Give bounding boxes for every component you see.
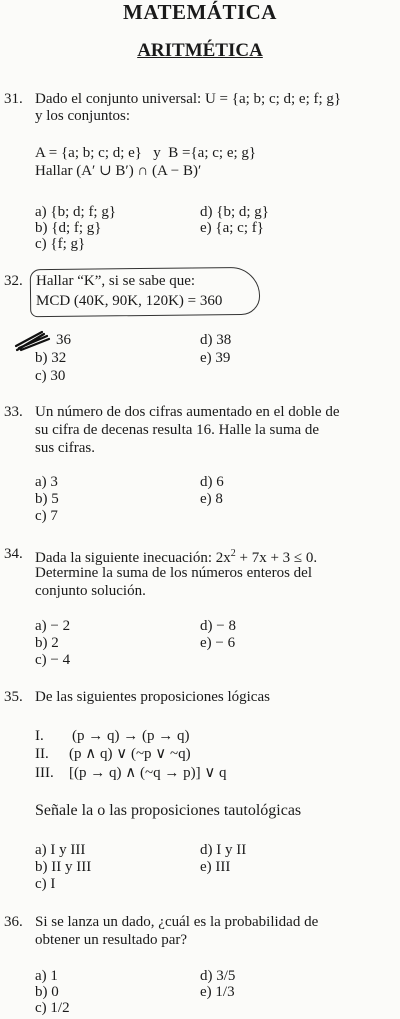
sets-definition: A = {a; b; c; d; e} y B ={a; c; e; g} bbox=[35, 145, 257, 161]
option-b: b) 32 bbox=[35, 350, 67, 366]
proposition-label: III. bbox=[35, 765, 54, 781]
proposition-3: [(p → q) ∧ (~q → p)] ∨ q bbox=[69, 765, 227, 781]
exponent: 2 bbox=[230, 548, 236, 559]
proposition-2: (p ∧ q) ∨ (~p ∨ ~q) bbox=[69, 746, 191, 762]
question-prompt: Hallar (A′ ∪ B′) ∩ (A − B)′ bbox=[35, 163, 202, 179]
option-c: c) I bbox=[35, 876, 56, 892]
section-subtitle: ARITMÉTICA bbox=[137, 40, 263, 61]
question-text: Un número de dos cifras aumentado en el doble de bbox=[35, 404, 340, 420]
option-d: d) I y II bbox=[200, 842, 247, 858]
question-number: 35. bbox=[4, 689, 23, 705]
question-text: obtener un resultado par? bbox=[35, 932, 188, 948]
option-d: d) − 8 bbox=[200, 618, 236, 634]
option-c: c) − 4 bbox=[35, 652, 71, 668]
option-a: a) − 2 bbox=[35, 618, 71, 634]
option-e: e) III bbox=[200, 859, 231, 875]
question-text: De las siguientes proposiciones lógicas bbox=[35, 689, 270, 705]
question-text: conjunto solución. bbox=[35, 583, 146, 599]
option-b: b) 0 bbox=[35, 984, 59, 1000]
option-c: c) 7 bbox=[35, 508, 58, 524]
inequation-prefix: Dada la siguiente inecuación: 2x bbox=[35, 550, 231, 566]
option-d: d) 38 bbox=[200, 332, 232, 348]
option-c: c) {f; g} bbox=[35, 236, 86, 252]
option-e: e) 39 bbox=[200, 350, 231, 366]
question-text: y los conjuntos: bbox=[35, 108, 131, 124]
question-text: Dado el conjunto universal: U = {a; b; c; d; e; f; g} bbox=[35, 91, 342, 107]
proposition-label: II. bbox=[35, 746, 49, 762]
option-a: a) {b; d; f; g} bbox=[35, 204, 117, 220]
option-a: a) I y III bbox=[35, 842, 86, 858]
question-number: 33. bbox=[4, 404, 23, 420]
proposition-label: I. bbox=[35, 728, 44, 744]
proposition-1: (p → q) → (p → q) bbox=[72, 728, 190, 744]
option-d: d) 6 bbox=[200, 474, 224, 490]
question-text: MCD (40K, 90K, 120K) = 360 bbox=[36, 293, 223, 309]
page-title: MATEMÁTICA bbox=[123, 0, 277, 24]
question-number: 32. bbox=[4, 273, 23, 289]
option-e: e) 1/3 bbox=[200, 984, 235, 1000]
question-prompt: Señale la o las proposiciones tautológicas bbox=[35, 802, 302, 819]
option-a: 36 bbox=[56, 332, 71, 348]
option-b: b) 5 bbox=[35, 491, 59, 507]
option-e: e) 8 bbox=[200, 491, 223, 507]
inequation-suffix: + 7x + 3 ≤ 0. bbox=[235, 550, 318, 566]
question-number: 36. bbox=[4, 914, 23, 930]
option-b: b) II y III bbox=[35, 859, 92, 875]
question-number: 34. bbox=[4, 546, 23, 562]
option-c: c) 1/2 bbox=[35, 1000, 70, 1016]
option-b: b) 2 bbox=[35, 635, 59, 651]
question-number: 31. bbox=[4, 91, 23, 107]
option-e: e) − 6 bbox=[200, 635, 236, 651]
option-a: a) 1 bbox=[35, 968, 58, 984]
question-text: sus cifras. bbox=[35, 440, 95, 456]
question-text: Si se lanza un dado, ¿cuál es la probabilidad de bbox=[35, 914, 319, 930]
option-d: d) 3/5 bbox=[200, 968, 236, 984]
question-text: Determine la suma de los números enteros del bbox=[35, 565, 313, 581]
option-a: a) 3 bbox=[35, 474, 58, 490]
question-text: su cifra de decenas resulta 16. Halle la suma de bbox=[35, 422, 320, 438]
question-text: Hallar “K”, si se sabe que: bbox=[36, 273, 196, 289]
option-c: c) 30 bbox=[35, 368, 66, 384]
option-d: d) {b; d; g} bbox=[200, 204, 269, 220]
option-e: e) {a; c; f} bbox=[200, 220, 264, 236]
option-b: b) {d; f; g} bbox=[35, 220, 102, 236]
